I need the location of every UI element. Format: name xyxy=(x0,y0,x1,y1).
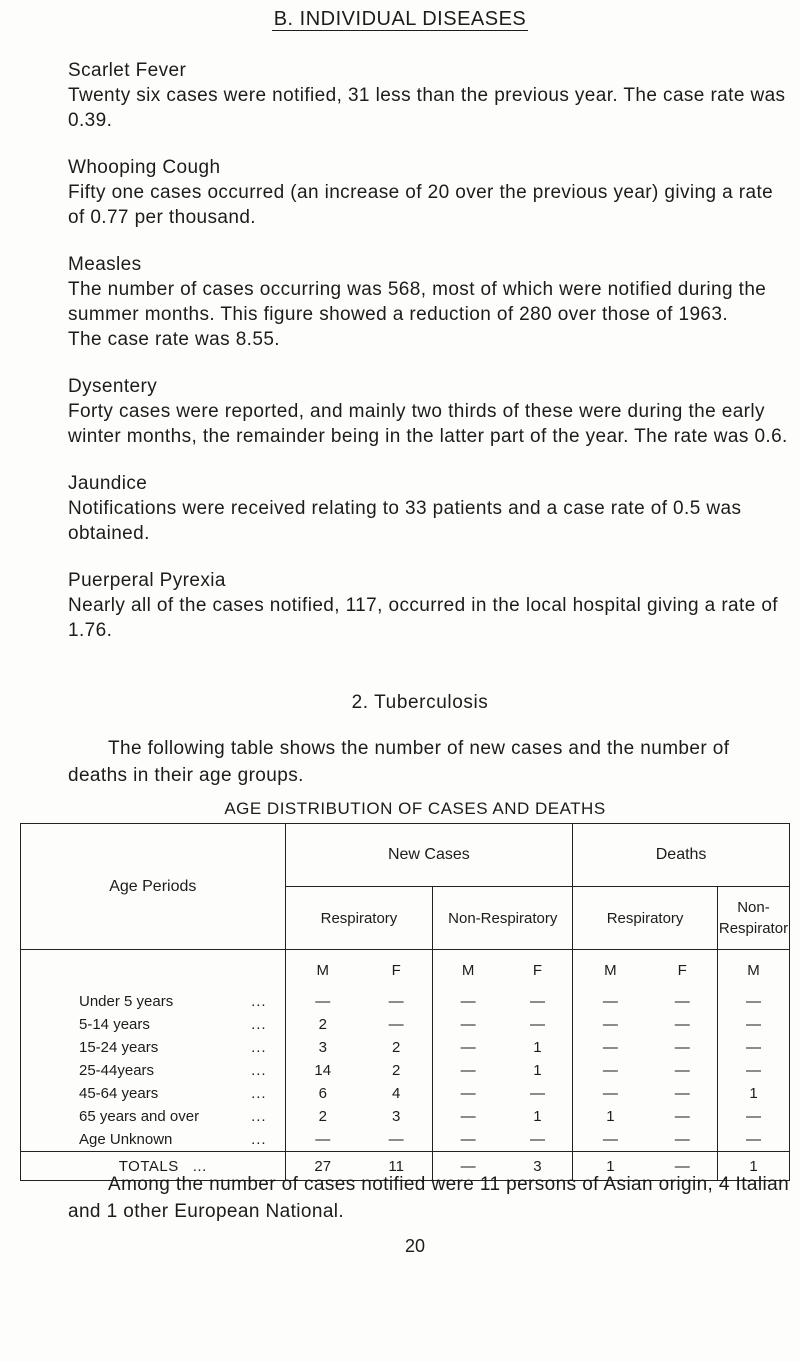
value-cell: — xyxy=(717,1013,789,1036)
section-title: Whooping Cough xyxy=(68,157,221,178)
leader-dots: ... xyxy=(251,1108,267,1125)
value-cell: — xyxy=(388,1131,404,1148)
value-cell: — xyxy=(717,1128,789,1152)
value-cell: — xyxy=(573,1036,648,1059)
section-body: The number of cases occurring was 568, most of which were notified during the summer months. This figure showed a reduction of 280 over those of 1963. xyxy=(68,279,767,325)
table-row xyxy=(21,1105,790,1128)
origin-note: Among the number of cases notified were 11 persons of Asian origin, 4 Italian and 1 other European National. xyxy=(68,1174,790,1222)
section-title: Measles xyxy=(68,254,142,275)
section-title: Puerperal Pyrexia xyxy=(68,570,226,591)
table-row xyxy=(21,990,790,1013)
section-body: Twenty six cases were notified, 31 less than the previous year. The case rate was 0.39. xyxy=(68,85,786,131)
age-period-cell xyxy=(21,1105,286,1128)
tuberculosis-heading: 2. Tuberculosis xyxy=(351,692,489,713)
section-title: Dysentery xyxy=(68,376,158,397)
value-cell: — xyxy=(674,1085,690,1102)
sex-label: M xyxy=(433,950,503,991)
value-cell: 3 xyxy=(391,1108,401,1125)
header-respiratory: Respiratory xyxy=(573,887,718,950)
header-new-cases: New Cases xyxy=(285,824,573,887)
total-value: — xyxy=(648,1152,718,1181)
table-header-row xyxy=(21,824,790,887)
sex-label: M xyxy=(285,950,360,991)
value-cell: — xyxy=(674,1039,690,1056)
value-cell: 6 xyxy=(285,1082,360,1105)
value-cell: — xyxy=(433,1036,503,1059)
section-body-2: The case rate was 8.55. xyxy=(68,329,280,350)
value-cell: — xyxy=(573,1059,648,1082)
section-title: Scarlet Fever xyxy=(68,60,187,81)
disease-sections xyxy=(68,58,793,665)
sex-label: M xyxy=(717,950,789,991)
table-row xyxy=(21,1082,790,1105)
age-period-label: 15-24 years xyxy=(79,1039,159,1056)
value-cell: — xyxy=(529,1016,545,1033)
table-row xyxy=(21,1036,790,1059)
value-cell: — xyxy=(674,1131,690,1148)
value-cell: — xyxy=(433,1013,503,1036)
header-age-periods: Age Periods xyxy=(21,824,286,950)
section-body: Nearly all of the cases notified, 117, occurred in the local hospital giving a rate of 1.76. xyxy=(68,595,778,641)
section-puerperal-pyrexia xyxy=(68,568,793,643)
value-cell: — xyxy=(433,990,503,1013)
sex-row xyxy=(21,950,790,991)
value-cell: 2 xyxy=(285,1105,360,1128)
value-cell: — xyxy=(285,1128,360,1152)
value-cell: — xyxy=(573,1128,648,1152)
header-deaths: Deaths xyxy=(573,824,790,887)
age-period-label: 65 years and over xyxy=(79,1108,200,1125)
value-cell: — xyxy=(573,1082,648,1105)
value-cell: — xyxy=(674,1062,690,1079)
value-cell: 1 xyxy=(573,1105,648,1128)
value-cell: 14 xyxy=(285,1059,360,1082)
value-cell: — xyxy=(433,1105,503,1128)
value-cell: — xyxy=(674,993,690,1010)
age-period-cell xyxy=(21,1082,286,1105)
sex-label: M xyxy=(573,950,648,991)
value-cell: 2 xyxy=(285,1013,360,1036)
section-jaundice xyxy=(68,471,793,546)
value-cell: — xyxy=(529,1131,545,1148)
value-cell: 1 xyxy=(533,1108,542,1125)
value-cell: — xyxy=(674,1108,690,1125)
value-cell: 2 xyxy=(391,1039,401,1056)
value-cell: — xyxy=(717,1059,789,1082)
total-value: 27 xyxy=(285,1152,360,1181)
value-cell: — xyxy=(529,993,545,1010)
total-value: 3 xyxy=(503,1152,573,1181)
value-cell: — xyxy=(573,1013,648,1036)
leader-dots: ... xyxy=(251,993,267,1010)
page-heading: B. INDIVIDUAL DISEASES xyxy=(273,8,527,30)
age-period-cell xyxy=(21,1013,286,1036)
leader-dots: ... xyxy=(251,1131,267,1148)
leader-dots: ... xyxy=(251,1062,267,1079)
value-cell: — xyxy=(388,1016,404,1033)
value-cell: — xyxy=(285,990,360,1013)
section-whooping-cough xyxy=(68,155,793,230)
header-non-respiratory: Non-Respiratory xyxy=(433,887,573,950)
age-distribution-table xyxy=(20,823,790,1181)
value-cell: — xyxy=(388,993,404,1010)
table-row xyxy=(21,1059,790,1082)
section-body: Forty cases were reported, and mainly two thirds of these were during the early winter months, the remainder being in the latter part of the year. The rate was 0.6. xyxy=(68,401,788,447)
table-row xyxy=(21,1128,790,1152)
value-cell: — xyxy=(433,1128,503,1152)
section-body: Notifications were received relating to 33 patients and a case rate of 0.5 was obtained. xyxy=(68,498,742,544)
tuberculosis-intro: The following table shows the number of new cases and the number of deaths in their age groups. xyxy=(68,738,730,786)
leader-dots: ... xyxy=(251,1016,267,1033)
age-period-label: Under 5 years xyxy=(79,993,174,1010)
value-cell: — xyxy=(717,990,789,1013)
value-cell: — xyxy=(433,1082,503,1105)
section-dysentery xyxy=(68,374,793,449)
header-non-respiratory: Non-Respirator xyxy=(717,887,789,950)
empty-cell xyxy=(21,950,286,991)
value-cell: — xyxy=(717,1105,789,1128)
section-scarlet-fever xyxy=(68,58,793,133)
value-cell: 2 xyxy=(391,1062,401,1079)
age-period-cell xyxy=(21,990,286,1013)
table-title: AGE DISTRIBUTION OF CASES AND DEATHS xyxy=(224,799,606,818)
totals-label: TOTALS ... xyxy=(21,1152,286,1181)
age-period-cell xyxy=(21,1036,286,1059)
value-cell: — xyxy=(717,1036,789,1059)
total-value: 1 xyxy=(717,1152,789,1181)
sex-label: F xyxy=(391,961,401,979)
total-value: — xyxy=(433,1152,503,1181)
total-value: 11 xyxy=(360,1152,433,1181)
leader-dots: ... xyxy=(251,1085,267,1102)
leader-dots: ... xyxy=(251,1039,267,1056)
age-period-label: 25-44years xyxy=(79,1062,155,1079)
value-cell: — xyxy=(573,990,648,1013)
age-period-label: 45-64 years xyxy=(79,1085,159,1102)
value-cell: 1 xyxy=(533,1039,542,1056)
sex-label: F xyxy=(532,961,543,979)
value-cell: — xyxy=(433,1059,503,1082)
age-period-label: 5-14 years xyxy=(79,1016,150,1033)
age-period-label: Age Unknown xyxy=(79,1131,173,1148)
total-value: 1 xyxy=(573,1152,648,1181)
value-cell: — xyxy=(529,1085,545,1102)
value-cell: 4 xyxy=(391,1085,401,1102)
age-period-cell xyxy=(21,1128,286,1152)
section-body: Fifty one cases occurred (an increase of 20 over the previous year) giving a rate of 0.77 per thousand. xyxy=(68,182,774,228)
page-number: 20 xyxy=(404,1236,426,1256)
sex-label: F xyxy=(677,961,687,979)
header-respiratory: Respiratory xyxy=(285,887,433,950)
section-measles xyxy=(68,252,793,352)
age-period-cell xyxy=(21,1059,286,1082)
section-title: Jaundice xyxy=(68,473,148,494)
value-cell: 1 xyxy=(717,1082,789,1105)
table-row xyxy=(21,1013,790,1036)
value-cell: — xyxy=(674,1016,690,1033)
value-cell: 1 xyxy=(533,1062,542,1079)
value-cell: 3 xyxy=(285,1036,360,1059)
